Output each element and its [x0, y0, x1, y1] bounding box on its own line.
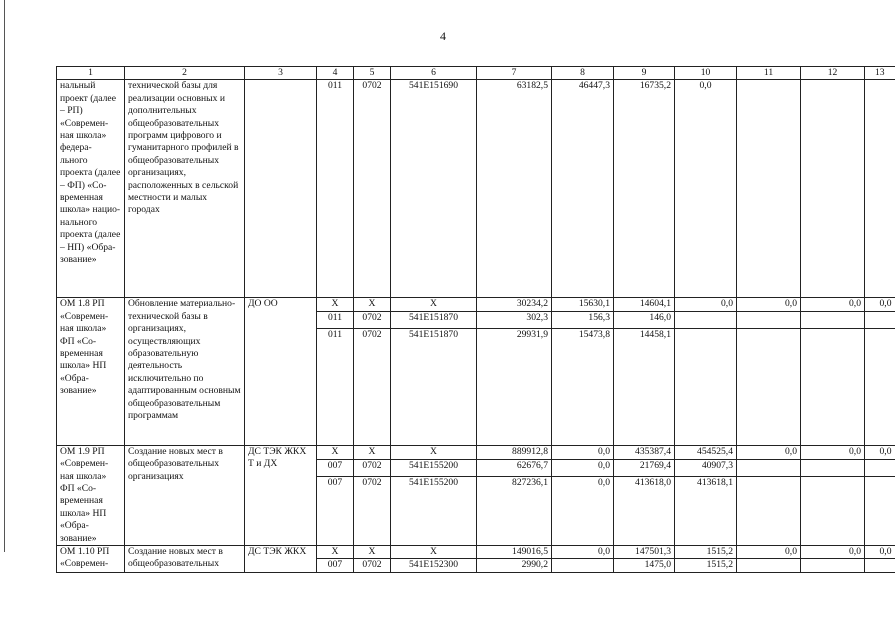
executor-cell: [245, 80, 317, 298]
target-article-cell: 541E152300: [391, 559, 477, 573]
section-code-cell: 0702: [354, 559, 391, 573]
amount-cell: 15630,1: [552, 298, 614, 311]
amount-cell: 0,0: [737, 546, 801, 559]
section-code-cell: 0702: [354, 477, 391, 546]
amount-cell: [675, 311, 737, 328]
amount-cell: [801, 311, 865, 328]
table-row: [57, 445, 895, 459]
amount-cell: 0,0: [801, 546, 865, 559]
grbs-code-cell: 007: [317, 459, 354, 476]
measure-description-cell: Создание новых мест в общеобразовательных организациях: [125, 445, 245, 545]
measure-name-cell: ОМ 1.9 РП «Современ- ная школа» ФП «Со- временная школа» НП «Обра- зование»: [57, 445, 125, 545]
amount-cell: 0,0: [737, 445, 801, 459]
section-code-cell: 0702: [354, 311, 391, 328]
budget-table: [56, 66, 895, 573]
amount-cell: 63182,5: [477, 80, 552, 298]
grbs-code-cell: 011: [317, 80, 354, 298]
measure-name-cell: ОМ 1.8 РП «Современ- ная школа» ФП «Со- временная школа» НП «Обра- зование»: [57, 298, 125, 445]
header-cell: 2: [125, 67, 245, 80]
measure-description-cell: технической базы для реализации основных и дополнительных общеобразовательных программ цифрового и гуманитарного профилей в общеобразовательных организациях, расположенных в сельской местности и малых городах: [125, 80, 245, 298]
header-cell: 13: [865, 67, 895, 80]
header-cell: 1: [57, 67, 125, 80]
grbs-code-cell: 007: [317, 559, 354, 573]
header-cell: 5: [354, 67, 391, 80]
executor-cell: ДС ТЭК ЖКХ: [245, 546, 317, 573]
header-cell: 12: [801, 67, 865, 80]
amount-cell: 0,0: [675, 80, 737, 298]
amount-cell: 15473,8: [552, 328, 614, 445]
amount-cell: 302,3: [477, 311, 552, 328]
grbs-code-cell: X: [317, 546, 354, 559]
target-article-cell: 541E155200: [391, 477, 477, 546]
amount-cell: 149016,5: [477, 546, 552, 559]
amount-cell: 46447,3: [552, 80, 614, 298]
header-cell: 7: [477, 67, 552, 80]
amount-cell: [865, 559, 895, 573]
amount-cell: 0,0: [865, 298, 895, 311]
section-code-cell: 0702: [354, 328, 391, 445]
amount-cell: 454525,4: [675, 445, 737, 459]
amount-cell: [737, 80, 801, 298]
amount-cell: [865, 311, 895, 328]
amount-cell: [737, 559, 801, 573]
amount-cell: 413618,1: [675, 477, 737, 546]
header-cell: 3: [245, 67, 317, 80]
amount-cell: [801, 477, 865, 546]
amount-cell: 62676,7: [477, 459, 552, 476]
amount-cell: 156,3: [552, 311, 614, 328]
amount-cell: 147501,3: [614, 546, 675, 559]
header-cell: 8: [552, 67, 614, 80]
page-number: 4: [440, 29, 446, 43]
target-article-cell: 541E151870: [391, 311, 477, 328]
amount-cell: 14458,1: [614, 328, 675, 445]
amount-cell: 827236,1: [477, 477, 552, 546]
target-article-cell: X: [391, 445, 477, 459]
measure-description-cell: Обновление материально- технической базы в организациях, осуществляющих образовательную деятельность исключительно по адаптированным основным общеобразовательным программам: [125, 298, 245, 445]
amount-cell: 0,0: [552, 445, 614, 459]
target-article-cell: 541E151870: [391, 328, 477, 445]
section-code-cell: X: [354, 445, 391, 459]
amount-cell: [801, 80, 865, 298]
grbs-code-cell: 011: [317, 311, 354, 328]
amount-cell: 0,0: [552, 546, 614, 559]
header-cell: 11: [737, 67, 801, 80]
amount-cell: 16735,2: [614, 80, 675, 298]
target-article-cell: 541E155200: [391, 459, 477, 476]
amount-cell: 889912,8: [477, 445, 552, 459]
amount-cell: [675, 328, 737, 445]
header-cell: 4: [317, 67, 354, 80]
measure-description-cell: Создание новых мест в общеобразовательных: [125, 546, 245, 573]
target-article-cell: 541E151690: [391, 80, 477, 298]
amount-cell: 29931,9: [477, 328, 552, 445]
amount-cell: 14604,1: [614, 298, 675, 311]
amount-cell: 0,0: [552, 459, 614, 476]
amount-cell: [865, 328, 895, 445]
grbs-code-cell: X: [317, 298, 354, 311]
executor-cell: ДО ОО: [245, 298, 317, 445]
measure-name-cell: ОМ 1.10 РП «Современ-: [57, 546, 125, 573]
amount-cell: 413618,0: [614, 477, 675, 546]
grbs-code-cell: 011: [317, 328, 354, 445]
section-code-cell: 0702: [354, 459, 391, 476]
amount-cell: 0,0: [801, 298, 865, 311]
amount-cell: 1515,2: [675, 559, 737, 573]
header-cell: 6: [391, 67, 477, 80]
amount-cell: [737, 311, 801, 328]
header-cell: 9: [614, 67, 675, 80]
amount-cell: [737, 477, 801, 546]
amount-cell: [801, 459, 865, 476]
amount-cell: 0,0: [801, 445, 865, 459]
header-cell: 10: [675, 67, 737, 80]
amount-cell: 1475,0: [614, 559, 675, 573]
amount-cell: 0,0: [865, 546, 895, 559]
target-article-cell: X: [391, 298, 477, 311]
section-code-cell: 0702: [354, 80, 391, 298]
grbs-code-cell: X: [317, 445, 354, 459]
target-article-cell: X: [391, 546, 477, 559]
left-margin-rule: [4, 0, 5, 552]
amount-cell: [737, 328, 801, 445]
amount-cell: [801, 328, 865, 445]
amount-cell: 1515,2: [675, 546, 737, 559]
grbs-code-cell: 007: [317, 477, 354, 546]
executor-cell: ДС ТЭК ЖКХ Т и ДХ: [245, 445, 317, 545]
measure-name-cell: нальный проект (далее – РП) «Современ- ная школа» федера- льного проекта (далее – ФП) «Со- временная школа» нацио- нального проекта (далее – НП) «Обра- зование»: [57, 80, 125, 298]
amount-cell: 2990,2: [477, 559, 552, 573]
section-code-cell: X: [354, 298, 391, 311]
amount-cell: 0,0: [675, 298, 737, 311]
section-code-cell: X: [354, 546, 391, 559]
amount-cell: 146,0: [614, 311, 675, 328]
amount-cell: [737, 459, 801, 476]
header-row: [57, 67, 895, 80]
table-row: [57, 546, 895, 559]
amount-cell: [801, 559, 865, 573]
table-row: [57, 80, 895, 298]
amount-cell: 0,0: [737, 298, 801, 311]
amount-cell: 0,0: [552, 477, 614, 546]
table-row: [57, 298, 895, 311]
amount-cell: 435387,4: [614, 445, 675, 459]
amount-cell: [865, 459, 895, 476]
amount-cell: 21769,4: [614, 459, 675, 476]
amount-cell: [865, 477, 895, 546]
amount-cell: 30234,2: [477, 298, 552, 311]
amount-cell: 40907,3: [675, 459, 737, 476]
amount-cell: [552, 559, 614, 573]
amount-cell: 0,0: [865, 445, 895, 459]
amount-cell: [865, 80, 895, 298]
